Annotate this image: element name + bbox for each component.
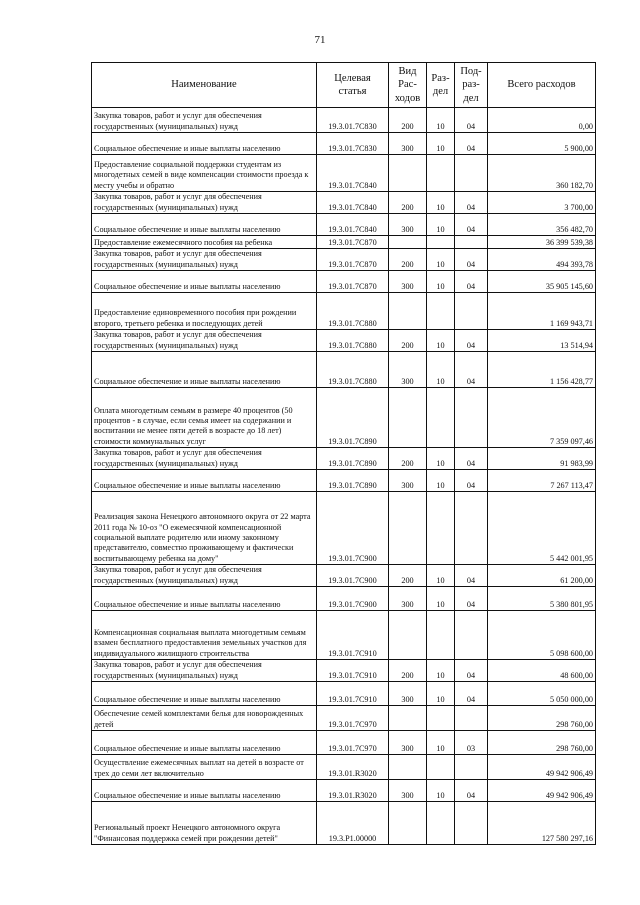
row-target-article: 19.3.01.7С910: [317, 611, 389, 660]
row-subsection: 04: [455, 682, 488, 706]
row-total: 13 514,94: [488, 330, 596, 352]
row-expense-type: 300: [389, 731, 427, 755]
row-section: [427, 492, 455, 565]
row-name: Компенсационная социальная выплата многодетным семьям взамен бесплатного предоставления земельных участков для индивидуального жилищного строительства: [92, 611, 317, 660]
row-subsection: [455, 293, 488, 330]
row-name: Закупка товаров, работ и услуг для обеспечения государственных (муниципальных) нужд: [92, 565, 317, 587]
table-row: [92, 448, 596, 470]
row-subsection: [455, 492, 488, 565]
row-expense-type: 200: [389, 192, 427, 214]
row-total: 49 942 906,49: [488, 780, 596, 802]
row-target-article: 19.3.01.7С870: [317, 236, 389, 249]
row-target-article: 19.3.01.7С890: [317, 470, 389, 492]
row-name: Закупка товаров, работ и услуг для обеспечения государственных (муниципальных) нужд: [92, 330, 317, 352]
table-row: [92, 108, 596, 133]
row-section: 10: [427, 470, 455, 492]
table-row: [92, 271, 596, 293]
row-expense-type: 200: [389, 448, 427, 470]
table-row: [92, 133, 596, 155]
row-total: 48 600,00: [488, 660, 596, 682]
row-total: 0,00: [488, 108, 596, 133]
row-total: 5 098 600,00: [488, 611, 596, 660]
table-row: [92, 706, 596, 731]
row-expense-type: [389, 706, 427, 731]
row-total: 35 905 145,60: [488, 271, 596, 293]
row-target-article: 19.3.01.7С890: [317, 448, 389, 470]
row-name: Социальное обеспечение и иные выплаты населению: [92, 470, 317, 492]
row-subsection: 04: [455, 108, 488, 133]
row-total: 1 156 428,77: [488, 352, 596, 388]
row-expense-type: [389, 492, 427, 565]
row-section: 10: [427, 731, 455, 755]
row-name: Обеспечение семей комплектами белья для новорожденных детей: [92, 706, 317, 731]
row-target-article: 19.3.P1.00000: [317, 802, 389, 845]
row-target-article: 19.3.01.7С910: [317, 660, 389, 682]
table-row: [92, 565, 596, 587]
row-target-article: 19.3.01.7С890: [317, 388, 389, 448]
expenditure-table: [91, 62, 596, 845]
row-expense-type: [389, 236, 427, 249]
row-expense-type: 200: [389, 565, 427, 587]
row-expense-type: 300: [389, 470, 427, 492]
row-total: 298 760,00: [488, 706, 596, 731]
row-target-article: 19.3.01.R3020: [317, 755, 389, 780]
row-section: [427, 755, 455, 780]
row-target-article: 19.3.01.7С970: [317, 706, 389, 731]
row-section: 10: [427, 660, 455, 682]
row-subsection: 04: [455, 352, 488, 388]
table-row: [92, 492, 596, 565]
row-target-article: 19.3.01.7С900: [317, 587, 389, 611]
row-expense-type: 300: [389, 682, 427, 706]
row-section: 10: [427, 682, 455, 706]
row-section: 10: [427, 780, 455, 802]
row-expense-type: [389, 755, 427, 780]
table-row: [92, 731, 596, 755]
row-section: [427, 155, 455, 192]
row-name: Закупка товаров, работ и услуг для обеспечения государственных (муниципальных) нужд: [92, 660, 317, 682]
row-expense-type: 300: [389, 780, 427, 802]
row-name: Социальное обеспечение и иные выплаты населению: [92, 271, 317, 293]
page-number: 71: [314, 34, 326, 46]
row-name: Осуществление ежемесячных выплат на детей в возрасте от трех до семи лет включительно: [92, 755, 317, 780]
row-section: 10: [427, 330, 455, 352]
row-target-article: 19.3.01.7С880: [317, 330, 389, 352]
table-row: [92, 660, 596, 682]
row-subsection: 04: [455, 271, 488, 293]
row-section: 10: [427, 192, 455, 214]
row-subsection: 04: [455, 192, 488, 214]
table-row: [92, 214, 596, 236]
row-section: 10: [427, 352, 455, 388]
row-total: 91 983,99: [488, 448, 596, 470]
row-name: Социальное обеспечение и иные выплаты населению: [92, 133, 317, 155]
row-expense-type: 200: [389, 249, 427, 271]
row-section: 10: [427, 214, 455, 236]
row-name: Закупка товаров, работ и услуг для обеспечения государственных (муниципальных) нужд: [92, 192, 317, 214]
row-target-article: 19.3.01.7С840: [317, 155, 389, 192]
table-row: [92, 293, 596, 330]
row-target-article: 19.3.01.7С900: [317, 565, 389, 587]
row-section: 10: [427, 108, 455, 133]
row-expense-type: 200: [389, 330, 427, 352]
row-subsection: [455, 706, 488, 731]
row-target-article: 19.3.01.7С840: [317, 214, 389, 236]
row-expense-type: 300: [389, 214, 427, 236]
row-name: Региональный проект Ненецкого автономного округа "Финансовая поддержка семей при рождении детей": [92, 802, 317, 845]
table-body: [92, 108, 596, 845]
row-expense-type: 200: [389, 660, 427, 682]
row-name: Социальное обеспечение и иные выплаты населению: [92, 587, 317, 611]
row-total: 36 399 539,38: [488, 236, 596, 249]
row-expense-type: 300: [389, 587, 427, 611]
row-name: Оплата многодетным семьям в размере 40 процентов (50 процентов - в случае, если семья имеет на содержании и воспитании не менее пяти детей в возрасте до 18 лет) стоимости коммунальных услуг: [92, 388, 317, 448]
row-subsection: [455, 388, 488, 448]
row-subsection: [455, 755, 488, 780]
row-subsection: 04: [455, 330, 488, 352]
table-row: [92, 352, 596, 388]
row-subsection: 04: [455, 470, 488, 492]
row-subsection: [455, 155, 488, 192]
row-total: 5 050 000,00: [488, 682, 596, 706]
row-target-article: 19.3.01.7С840: [317, 192, 389, 214]
row-name: Предоставление ежемесячного пособия на ребенка: [92, 236, 317, 249]
table-row: [92, 682, 596, 706]
row-expense-type: [389, 293, 427, 330]
row-expense-type: 300: [389, 352, 427, 388]
table-row: [92, 388, 596, 448]
row-expense-type: 200: [389, 108, 427, 133]
row-section: [427, 236, 455, 249]
row-target-article: 19.3.01.7С870: [317, 271, 389, 293]
row-target-article: 19.3.01.7С880: [317, 293, 389, 330]
table-row: [92, 780, 596, 802]
row-name: Социальное обеспечение и иные выплаты населению: [92, 780, 317, 802]
row-section: [427, 388, 455, 448]
table-header-row: [92, 63, 596, 108]
row-subsection: 03: [455, 731, 488, 755]
row-total: 7 267 113,47: [488, 470, 596, 492]
row-total: 3 700,00: [488, 192, 596, 214]
row-total: 127 580 297,16: [488, 802, 596, 845]
table-row: [92, 611, 596, 660]
row-subsection: 04: [455, 133, 488, 155]
row-target-article: 19.3.01.7С970: [317, 731, 389, 755]
header-subsection: Под- раз- дел: [455, 63, 488, 108]
row-target-article: 19.3.01.7С910: [317, 682, 389, 706]
table-row: [92, 249, 596, 271]
row-subsection: 04: [455, 660, 488, 682]
row-target-article: 19.3.01.7С830: [317, 133, 389, 155]
row-subsection: 04: [455, 249, 488, 271]
row-section: [427, 706, 455, 731]
row-expense-type: [389, 611, 427, 660]
row-expense-type: [389, 155, 427, 192]
table-row: [92, 755, 596, 780]
row-section: 10: [427, 133, 455, 155]
row-total: 5 900,00: [488, 133, 596, 155]
row-section: 10: [427, 249, 455, 271]
row-target-article: 19.3.01.7С900: [317, 492, 389, 565]
header-section: Раз- дел: [427, 63, 455, 108]
table-row: [92, 587, 596, 611]
row-total: 1 169 943,71: [488, 293, 596, 330]
row-section: 10: [427, 565, 455, 587]
row-total: 5 442 001,95: [488, 492, 596, 565]
row-target-article: 19.3.01.7С870: [317, 249, 389, 271]
row-total: 5 380 801,95: [488, 587, 596, 611]
table-row: [92, 470, 596, 492]
row-target-article: 19.3.01.7С830: [317, 108, 389, 133]
row-section: [427, 802, 455, 845]
header-target-article: Целевая статья: [317, 63, 389, 108]
row-total: 49 942 906,49: [488, 755, 596, 780]
row-subsection: 04: [455, 587, 488, 611]
row-target-article: 19.3.01.R3020: [317, 780, 389, 802]
header-name: Наименование: [92, 63, 317, 108]
row-name: Социальное обеспечение и иные выплаты населению: [92, 214, 317, 236]
row-name: Закупка товаров, работ и услуг для обеспечения государственных (муниципальных) нужд: [92, 249, 317, 271]
row-subsection: 04: [455, 780, 488, 802]
row-subsection: [455, 611, 488, 660]
table-row: [92, 155, 596, 192]
row-total: 494 393,78: [488, 249, 596, 271]
header-expense-type: Вид Рас- ходов: [389, 63, 427, 108]
row-total: 356 482,70: [488, 214, 596, 236]
row-name: Предоставление социальной поддержки студентам из многодетных семей в виде компенсации стоимости проезда к месту учебы и обратно: [92, 155, 317, 192]
row-subsection: [455, 802, 488, 845]
row-target-article: 19.3.01.7С880: [317, 352, 389, 388]
row-total: 360 182,70: [488, 155, 596, 192]
row-name: Социальное обеспечение и иные выплаты населению: [92, 682, 317, 706]
row-section: 10: [427, 587, 455, 611]
table-row: [92, 330, 596, 352]
row-name: Закупка товаров, работ и услуг для обеспечения государственных (муниципальных) нужд: [92, 448, 317, 470]
row-total: 7 359 097,46: [488, 388, 596, 448]
row-name: Предоставление единовременного пособия при рождении второго, третьего ребенка и последующих детей: [92, 293, 317, 330]
row-name: Реализация закона Ненецкого автономного округа от 22 марта 2011 года № 10-оз "О ежемесячной компенсационной социальной выплате родителю или иному законному представителю, совместно проживающему и фактически воспитывающему ребенка на дому": [92, 492, 317, 565]
row-expense-type: 300: [389, 271, 427, 293]
row-section: 10: [427, 271, 455, 293]
row-total: 61 200,00: [488, 565, 596, 587]
row-subsection: 04: [455, 448, 488, 470]
row-subsection: 04: [455, 214, 488, 236]
row-subsection: [455, 236, 488, 249]
row-name: Закупка товаров, работ и услуг для обеспечения государственных (муниципальных) нужд: [92, 108, 317, 133]
row-expense-type: [389, 802, 427, 845]
header-total-expenses: Всего расходов: [488, 63, 596, 108]
row-section: 10: [427, 448, 455, 470]
table-row: [92, 802, 596, 845]
row-total: 298 760,00: [488, 731, 596, 755]
row-section: [427, 611, 455, 660]
row-expense-type: 300: [389, 133, 427, 155]
table-row: [92, 192, 596, 214]
table-row: [92, 236, 596, 249]
row-name: Социальное обеспечение и иные выплаты населению: [92, 731, 317, 755]
row-section: [427, 293, 455, 330]
row-subsection: 04: [455, 565, 488, 587]
row-expense-type: [389, 388, 427, 448]
row-name: Социальное обеспечение и иные выплаты населению: [92, 352, 317, 388]
